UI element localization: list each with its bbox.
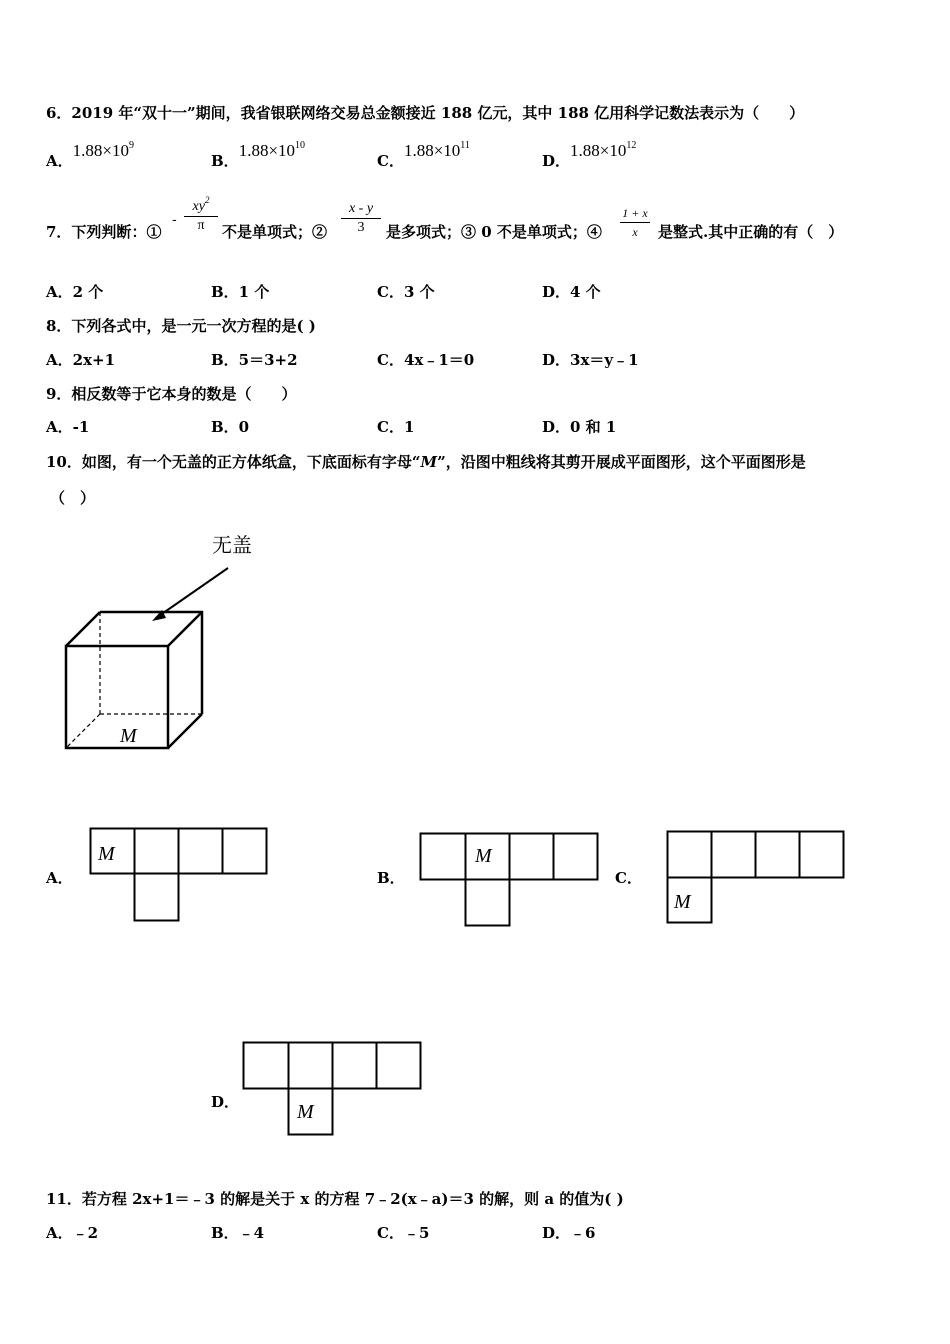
- q10-stem-letter: M: [420, 453, 438, 471]
- q9-stem: 9．相反数等于它本身的数是（ ）: [46, 385, 297, 403]
- cube-edge: [168, 612, 202, 646]
- net-square: [756, 832, 800, 878]
- net-letter: M: [475, 845, 492, 867]
- option-base: 1.88×10: [238, 141, 296, 160]
- q7-fraction-2: [339, 200, 383, 237]
- net-square: [554, 834, 598, 880]
- q10-option-b-label: B．: [377, 869, 405, 887]
- net-square: [179, 829, 223, 874]
- fraction-denominator: π: [197, 218, 205, 233]
- cube-hidden-edge: [66, 714, 100, 748]
- q11-option-b[interactable]: B．﹣4: [211, 1224, 265, 1242]
- cube-face-letter: M: [120, 725, 137, 747]
- cube-edge: [168, 714, 202, 748]
- q8-option-d[interactable]: D．3x＝y﹣1: [542, 351, 639, 369]
- q10-option-a-net[interactable]: [89, 827, 271, 924]
- q8-option-c[interactable]: C．4x﹣1＝0: [377, 351, 475, 369]
- arrow-line: [156, 568, 228, 618]
- q11-option-a[interactable]: A．﹣2: [46, 1224, 99, 1242]
- q7-text-1: 不是单项式；②: [222, 223, 328, 241]
- q11-option-d[interactable]: D．﹣6: [542, 1224, 596, 1242]
- q10-stem-part-1: 10．如图，有一个无盖的正方体纸盒，下底面标有字母“: [46, 453, 421, 471]
- net-square: [421, 834, 466, 880]
- q10-cube-figure: [60, 528, 260, 758]
- q10-stem-bracket: （ ）: [50, 489, 96, 507]
- net-square: [333, 1043, 377, 1089]
- fraction-numerator: x - y: [348, 201, 374, 216]
- cube-edge: [66, 612, 100, 646]
- q7-text-3: 是整式.其中正确的有（ ）: [658, 223, 844, 241]
- option-label: B．: [211, 152, 239, 170]
- q10-stem-part-2: ”，沿图中粗线将其剪开展成平面图形，这个平面图形是: [437, 453, 806, 471]
- fraction-denominator: x: [632, 225, 638, 239]
- net-square: [466, 880, 510, 926]
- q7-prefix: 7．下列判断：①: [46, 223, 162, 241]
- q9-option-c[interactable]: C．1: [377, 418, 415, 436]
- lid-label: 无盖: [212, 535, 252, 557]
- fraction-numerator: xy: [192, 199, 205, 214]
- net-square: [510, 834, 554, 880]
- net-square: [289, 1043, 333, 1089]
- fraction-numerator: 1 + x: [622, 206, 648, 220]
- net-letter: M: [297, 1101, 314, 1123]
- q7-option-b[interactable]: B．1 个: [211, 283, 270, 301]
- option-base: 1.88×10: [72, 141, 129, 160]
- q7-fraction-3: [618, 204, 652, 241]
- net-square: [223, 829, 267, 874]
- q6-option-b[interactable]: [211, 140, 306, 171]
- q7-text-2: 是多项式；③ 0 不是单项式；④: [386, 223, 602, 241]
- option-base: 1.88×10: [403, 141, 461, 160]
- q7-minus-sign: -: [172, 212, 177, 228]
- q7-option-c[interactable]: C．3 个: [377, 283, 435, 301]
- option-exponent: 9: [128, 140, 134, 151]
- net-letter: M: [674, 891, 691, 913]
- q10-stem: [46, 451, 806, 472]
- option-exponent: 11: [460, 140, 470, 151]
- q6-option-c[interactable]: [377, 140, 470, 171]
- fraction-numerator-exponent: 2: [204, 195, 210, 205]
- net-square: [377, 1043, 421, 1089]
- net-letter: M: [98, 843, 115, 865]
- net-square: [135, 874, 179, 921]
- q7-fraction-1: [182, 195, 220, 235]
- q9-option-d[interactable]: D．0 和 1: [542, 418, 617, 436]
- net-square: [244, 1043, 289, 1089]
- q11-option-c[interactable]: C．﹣5: [377, 1224, 430, 1242]
- q8-option-a[interactable]: A．2x+1: [46, 351, 116, 369]
- fraction-denominator: 3: [357, 220, 365, 235]
- option-label: A．: [46, 152, 73, 170]
- q10-option-d-net[interactable]: [242, 1041, 424, 1138]
- q8-stem: 8．下列各式中，是一元一次方程的是( ): [46, 317, 316, 335]
- option-base: 1.88×10: [570, 141, 627, 160]
- q6-option-a[interactable]: [46, 140, 134, 171]
- q11-stem: 11．若方程 2x+1＝﹣3 的解是关于 x 的方程 7﹣2(x﹣a)＝3 的解，则 a 的值为( ): [46, 1190, 624, 1208]
- q9-option-a[interactable]: A．-1: [46, 418, 90, 436]
- option-label: D．: [542, 152, 571, 170]
- q10-option-c-label: C．: [615, 869, 642, 887]
- q7-option-a[interactable]: A．2 个: [46, 283, 104, 301]
- q9-option-b[interactable]: B．0: [211, 418, 250, 436]
- net-square: [135, 829, 179, 874]
- option-label: C．: [377, 152, 404, 170]
- q10-option-d-label: D．: [211, 1093, 240, 1111]
- q6-option-d[interactable]: [542, 140, 637, 171]
- q8-option-b[interactable]: B．5＝3+2: [211, 351, 298, 369]
- cube-front-face: [66, 646, 168, 748]
- q10-option-b-net[interactable]: [419, 832, 601, 929]
- net-square: [800, 832, 844, 878]
- option-exponent: 12: [626, 140, 637, 151]
- net-square: [668, 832, 712, 878]
- q7-option-d[interactable]: D．4 个: [542, 283, 601, 301]
- option-exponent: 10: [295, 140, 306, 151]
- net-square: [712, 832, 756, 878]
- q10-option-c-net[interactable]: [666, 830, 848, 927]
- q6-stem: 6．2019 年“双十一”期间，我省银联网络交易总金额接近 188 亿元，其中 188 亿用科学记数法表示为（ ）: [46, 104, 805, 122]
- q10-option-a-label: A．: [46, 869, 73, 887]
